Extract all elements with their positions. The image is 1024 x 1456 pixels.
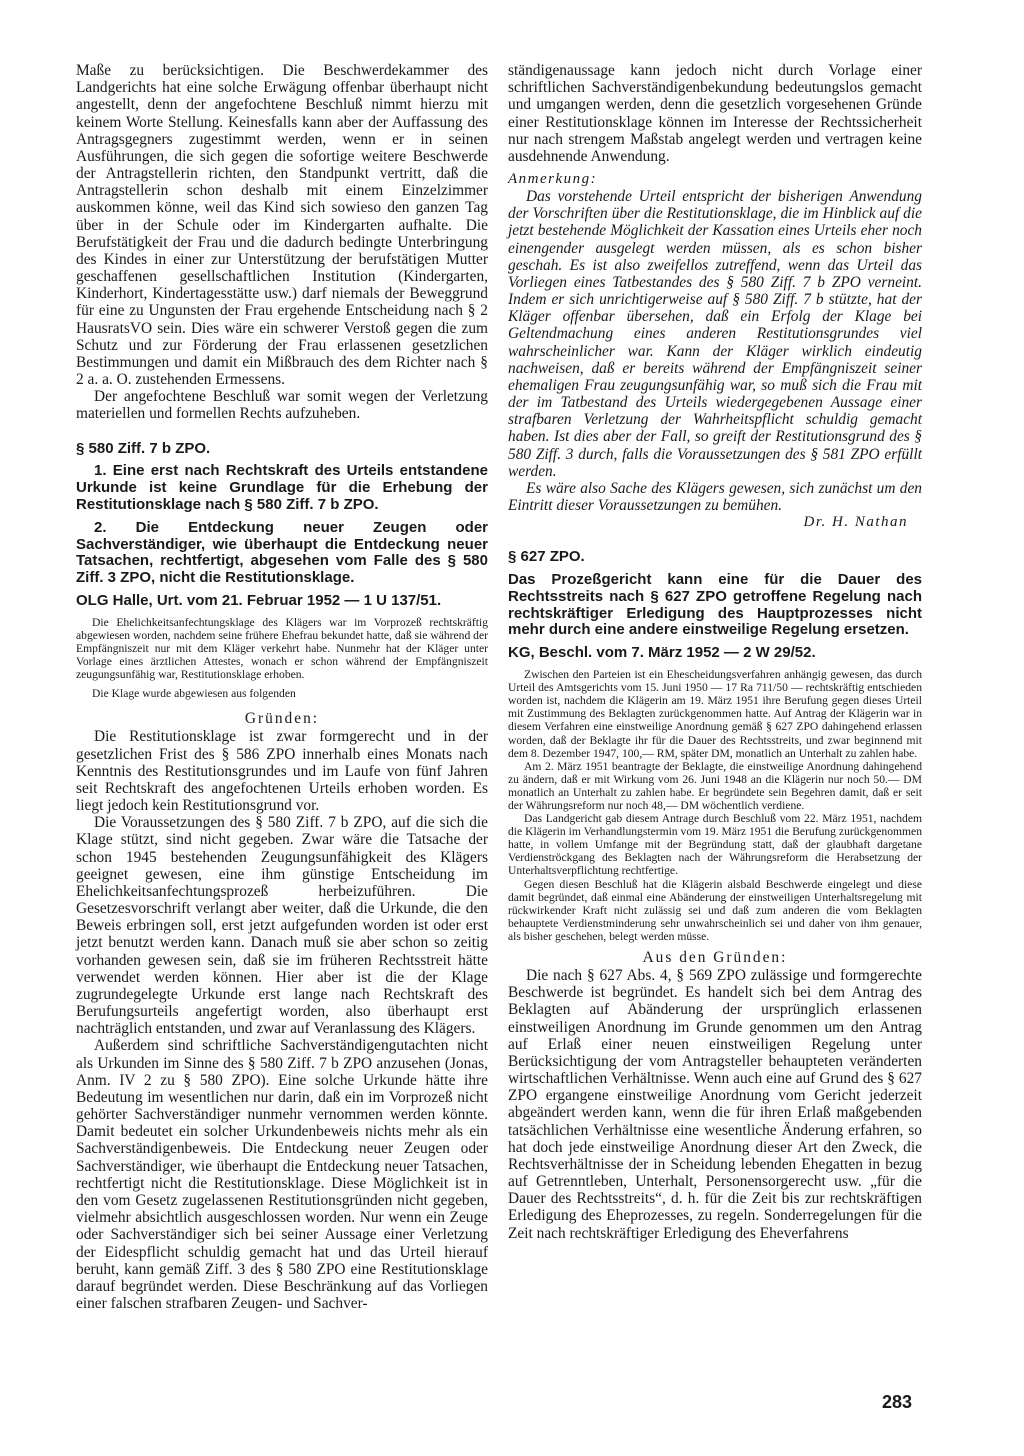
paragraph: ständigenaussage kann jedoch nicht durch Vorlage einer schriftlichen Sachverständigenbekundung bedeutungslos gemacht und umgangen werden, denn die gesetzlich vorgesehenen Gründe einer Restitutionsklage können im Interesse der Rechtssicherheit nur nach strengem Maßstab angelegt werden und vertragen keine ausdehnende Anwendung.	[508, 62, 922, 165]
reasons-heading: Gründen:	[244, 710, 320, 728]
right-column	[508, 62, 922, 1242]
facts-paragraph: Zwischen den Parteien ist ein Ehescheidungsverfahren anhängig gewesen, das durch Urteil des Amtsgerichts vom 15. Juni 1950 — 17 Ra 711/50 — rechtskräftig entschieden worden ist, nachdem die Klägerin am 19. März 1951 ihre Berufung gegen dieses Urteil mit Zustimmung des Beklagten zurückgenommen hatte. Auf Antrag der Klägerin war in diesem Verfahren eine einstweilige Anordnung gemäß § 627 ZPO dahingehend erlassen worden, daß der Beklagte ihr für die Dauer des Rechtsstreits, und zwar beginnend mit dem 8. Dezember 1947, 100,— RM, später DM, monatlich an Unterhalt zu zahlen habe.	[508, 668, 922, 760]
facts-paragraph: Gegen diesen Beschluß hat die Klägerin alsbald Beschwerde eingelegt und diese damit begründet, daß einmal eine Abänderung der einstweiligen Unterhaltsregelung mit rückwirkender Kraft nicht zulässig sei und daß zum anderen die vom Beklagten behauptete Verdienstminderung sehr unwahrscheinlich sei und daher von ihm genauer, als bisher geschehen, belegt werden müsse.	[508, 877, 922, 943]
paragraph: Die Restitutionsklage ist zwar formgerecht und in der gesetzlichen Frist des § 586 ZPO innerhalb eines Monats nach Kenntnis des Restitutionsgrundes und im Laufe von fünf Jahren seit Rechtskraft des angefochtenen Urteils erhoben worden. Es liegt jedoch kein Restitutionsgrund vor.	[76, 728, 488, 815]
reasons-heading: Aus den Gründen:	[642, 949, 788, 967]
paragraph: Außerdem sind schriftliche Sachverständigengutachten nicht als Urkunden im Sinne des § 580 Ziff. 7 b ZPO anzusehen (Jonas, Anm. IV 2 zu § 580 ZPO). Eine solche Urkunde hätte ihre Bedeutung im wesentlichen nur darin, daß ein im Vorprozeß nicht gehörter Sachverständiger nunmehr vernommen werden könnte. Damit bedeutet ein solcher Urkundenbeweis nichts mehr als ein Sachverständigenbeweis. Die Entdeckung neuer Zeugen oder Sachverständiger, wie überhaupt die Entdeckung neuer Tatsachen, rechtfertigt nicht die Restitutionsklage. Diese Möglichkeit ist in den vom Gesetz zugelassenen Restitutionsgründen nicht gegeben, vielmehr absichtlich ausgeschlossen worden. Nur wenn ein Zeuge oder Sachverständiger sich bei seiner Aussage einer Verletzung der Eidespflicht schuldig gemacht hat und das Urteil hierauf beruht, kann gemäß Ziff. 3 des § 580 ZPO eine Restitutionsklage darauf begründet werden. Diese Beschränkung auf das Vorliegen einer falschen strafbaren Zeugen- und Sachver-	[76, 1037, 488, 1313]
left-column	[76, 62, 488, 1312]
facts-paragraph: Am 2. März 1951 beantragte der Beklagte, die einstweilige Anordnung dahingehend zu ändern, daß er mit Wirkung vom 26. Juni 1948 an die Klägerin nur noch 50.— DM monatlich an Unterhalt zu zahlen habe. Er begründete sein Begehren damit, daß er seit der Währungsreform nur noch 48,— DM wöchentlich verdiene.	[508, 759, 922, 813]
annotation-paragraph: Es wäre also Sache des Klägers gewesen, sich zunächst um den Eintritt dieser Voraussetzungen zu bemühen.	[508, 479, 922, 515]
facts-paragraph: Die Klage wurde abgewiesen aus folgenden	[92, 687, 296, 701]
annotation-paragraph: Das vorstehende Urteil entspricht der bisherigen Anwendung der Vorschriften über die Restitutionsklage, die im Hinblick auf die jetzt bestehende Möglichkeit der Kassation eines Urteils eher noch einengender ausgelegt werden müssen, als es schon bisher geschah. Es ist also zweifellos zutreffend, wenn das Urteil das Vorliegen eines Tatbestandes des § 580 Ziff. 7 b ZPO verneint. Indem er sich unrichtigerweise auf § 580 Ziff. 7 b stützte, hat der Kläger offenbar übersehen, daß ein Erfolg der Klage bei Geltendmachung eines anderen Restitutionsgrundes viel wahrscheinlicher war. Kann der Kläger wirklich eindeutig nachweisen, daß er bereits während der Empfängniszeit seiner ehemaligen Frau zeugungsunfähig war, so muß sich die Frau mit der im Tatbestand des Urteils wiedergegebenen Aussage einer strafbaren Verletzung der Wahrheitspflicht schuldig gemacht haben. Ist dies aber der Fall, so greift der Restitutionsgrund des § 580 Ziff. 3 durch, falls die Voraussetzungen des § 581 ZPO erfüllt werden.	[508, 188, 922, 480]
headnote: 2. Die Entdeckung neuer Zeugen oder Sachverständiger, wie überhaupt die Entdeckung neuer Tatsachen, rechtfertigt, abgesehen vom Falle des § 580 Ziff. 3 ZPO, nicht die Restitutionsklage.	[76, 518, 488, 587]
paragraph: Der angefochtene Beschluß war somit wegen der Verletzung materiellen und formellen Rechts aufzuheben.	[76, 388, 488, 423]
author-signature: Dr. H. Nathan	[803, 514, 908, 531]
facts-paragraph: Das Landgericht gab diesem Antrage durch Beschluß vom 22. März 1951, nachdem die Klägerin im Verhandlungstermin vom 19. März 1951 die Berufung zurückgenommen hatte, in vollem Umfange mit der Begründung statt, daß der glaubhaft dargetane Verdienströckgang des Beklagten nach der Währungsreform die Herabsetzung der Unterhaltsverpflichtung rechtfertige.	[508, 812, 922, 878]
headnote: Das Prozeßgericht kann eine für die Dauer des Rechtsstreits nach § 627 ZPO getroffene Regelung nach rechtskräftiger Erledigung des Hauptprozesses nicht mehr durch eine andere einstweilige Regelung ersetzen.	[508, 571, 922, 639]
paragraph: Die Voraussetzungen des § 580 Ziff. 7 b ZPO, auf die sich die Klage stützt, sind nicht gegeben. Zwar wäre die Tatsache der schon 1945 bestehenden Zeugungsunfähigkeit des Klägers geeignet gewesen, eine ihm günstige Entscheidung im Ehelichkeitsanfechtungsprozeß herbeizuführen. Die Gesetzesvorschrift verlangt aber weiter, daß die Urkunde, die den Beweis erbringen soll, erst jetzt aufgefunden worden ist oder erst jetzt benutzt werden kann. Danach muß sie aber schon so zeitig vorhanden gewesen sein, daß sie im früheren Rechtsstreit hätte verwendet werden können. Hier aber ist die der Klage zugrundegelegte Urkunde erst lange nach Rechtskraft des Berufungsurteils angefertigt worden, also überhaupt erst nachträglich entstanden, und zwar auf Veranlassung des Klägers.	[76, 814, 488, 1038]
court-citation: OLG Halle, Urt. vom 21. Februar 1952 — 1 U 137/51.	[76, 591, 442, 609]
annotation-heading: Anmerkung:	[508, 171, 598, 188]
court-citation: KG, Beschl. vom 7. März 1952 — 2 W 29/52.	[508, 644, 816, 662]
paragraph: Maße zu berücksichtigen. Die Beschwerdekammer des Landgerichts hat eine solche Erwägung offenbar überhaupt nicht angestellt, denn der angefochtene Beschluß nimmt hierzu mit keinem Worte Stellung. Keinesfalls kann aber der Auffassung des Antragsgegners zugestimmt werden, wenn er in seinen Ausführungen, die sich gegen die sofortige weitere Beschwerde der Antragstellerin richten, den Standpunkt vertritt, daß die Antragstellerin schon deshalb mit einem Einzelzimmer auskommen könne, weil das Kind sich sowieso den ganzen Tag über in der Schule oder im Kindergarten aufhalte. Die Berufstätigkeit der Frau und die dadurch bedingte Unterbringung des Kindes in einer zur Unterstützung der berufstätigen Mutter geschaffenen gesellschaftlichen Institution (Kindergarten, Kinderhort, Kindertagesstätte usw.) darf niemals der Beweggrund für eine zu Ungunsten der Frau ergehende Entscheidung nach § 2 HausratsVO sein. Dies wäre ein schwerer Verstoß gegen die zum Schutz und zur Förderung der Frau erlassenen gesetzlichen Bestimmungen und damit ein Mißbrauch des dem Richter nach § 2 a. a. O. zustehenden Ermessens.	[76, 62, 488, 389]
section-heading: § 627 ZPO.	[508, 548, 585, 566]
facts-paragraph: Die Ehelichkeitsanfechtungsklage des Klägers war im Vorprozeß rechtskräftig abgewiesen worden, nachdem seine frühere Ehefrau bekundet hatte, daß sie während der Empfängniszeit nur mit dem Kläger verkehrt habe. Nunmehr hat der Kläger unter Vorlage eines ärztlichen Attestes, wonach er schon während der Empfängniszeit zeugungsunfähig war, Restitutionsklage erhoben.	[76, 615, 488, 682]
paragraph: Die nach § 627 Abs. 4, § 569 ZPO zulässige und formgerechte Beschwerde ist begründet. Es handelt sich bei dem Antrag des Beklagten auf Abänderung der ursprünglich erlassenen einstweiligen Anordnung im Grunde genommen um den Antrag auf Erlaß einer neuen einstweiligen Regelung unter Berücksichtigung der vom Antragsteller behaupteten veränderten wirtschaftlichen Verhältnisse. Wenn auch eine auf Grund des § 627 ZPO ergangene einstweilige Anordnung vom Gericht jederzeit abgeändert werden kann, wenn die für ihren Erlaß maßgebenden tatsächlichen Verhältnisse eine wesentliche Änderung erfahren, so hat doch jede einstweilige Anordnung dieser Art den Zweck, die Rechtsverhältnisse der in Scheidung lebenden Ehegatten in bezug auf Getrenntleben, Unterhalt, Personensorgerecht usw. „für die Dauer des Rechtsstreits“, d. h. für die Zeit bis zur rechtskräftigen Erledigung des Eheprozesses, zu regeln. Sonderregelungen für die Zeit nach rechtskräftiger Erledigung des Eheverfahrens	[508, 967, 922, 1242]
section-heading: § 580 Ziff. 7 b ZPO.	[76, 439, 211, 457]
page-number: 283	[882, 1392, 913, 1412]
headnote: 1. Eine erst nach Rechtskraft des Urteils entstandene Urkunde ist keine Grundlage für die Erhebung der Restitutionsklage nach § 580 Ziff. 7 b ZPO.	[76, 462, 488, 513]
